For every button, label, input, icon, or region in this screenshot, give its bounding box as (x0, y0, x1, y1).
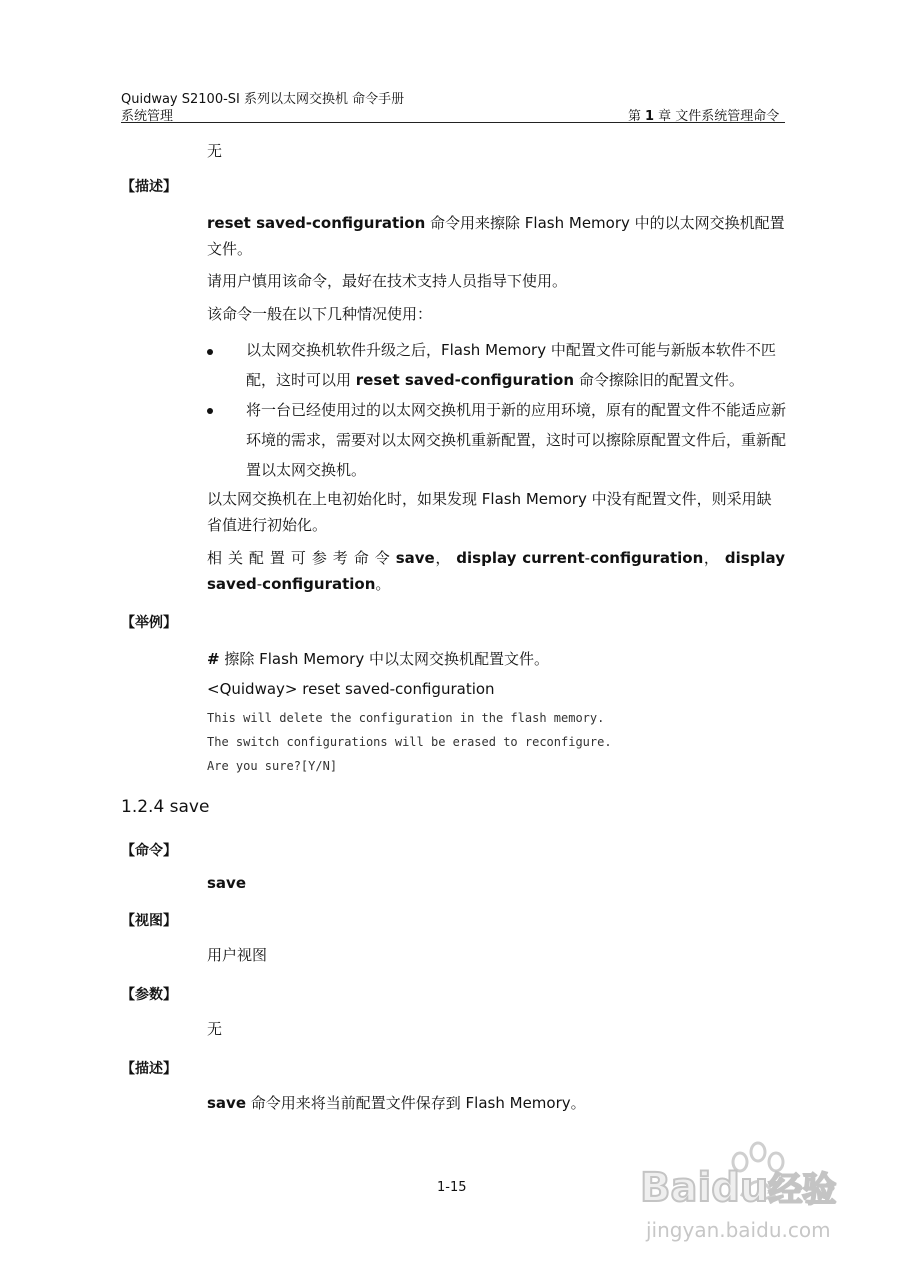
related-command-saved: saved (207, 575, 257, 593)
param-value-none: 无 (207, 142, 223, 160)
related-command-configuration: configuration (590, 549, 704, 567)
header-rule (121, 122, 785, 123)
description-command: save (207, 1094, 247, 1112)
view-heading: 【视图】 (121, 913, 177, 929)
command-value: save (207, 874, 247, 892)
related-end: 。 (375, 575, 391, 593)
description-heading: 【描述】 (121, 1061, 177, 1077)
related-line-1 (207, 545, 785, 571)
related-separator: ， (434, 549, 457, 567)
example-command: <Quidway> reset saved-configuration (207, 680, 495, 698)
example-heading: 【举例】 (121, 615, 177, 631)
bullet-item-1 (246, 335, 786, 395)
description-text (207, 1090, 586, 1116)
related-dash: - (584, 549, 591, 567)
bullet-1-text-end: 命令擦除旧的配置文件。 (574, 371, 744, 389)
desc-command: reset saved-configuration (207, 214, 426, 232)
baidu-watermark (640, 1140, 850, 1250)
related-separator: ， (703, 549, 725, 567)
chapter-title: 章 文件系统管理命令 (658, 109, 780, 124)
page-number: 1-15 (437, 1180, 467, 1195)
example-comment-text: 擦除 Flash Memory 中以太网交换机配置文件。 (219, 650, 549, 668)
command-heading: 【命令】 (121, 843, 177, 859)
bullet-dot-1 (207, 349, 213, 355)
desc-heading: 【描述】 (121, 179, 177, 195)
parameter-heading: 【参数】 (121, 987, 177, 1003)
brand-du: du (711, 1165, 769, 1211)
bullet-1-text: 以太网交换机软件升级之后，Flash Memory 中配置文件可能与新版本软件不匹配，这时可以用 (246, 341, 776, 389)
watermark-brand (640, 1162, 836, 1211)
parameter-value: 无 (207, 1020, 223, 1038)
related-prefix: 相 关 配 置 可 参 考 命 令 (207, 549, 396, 567)
brand-bai: Bai (640, 1165, 712, 1211)
bullet-dot-2 (207, 408, 213, 414)
view-value: 用户视图 (207, 946, 268, 964)
section-title: 1.2.4 save (121, 797, 210, 817)
desc-text: 命令用来擦除 Flash Memory 中的以太网交换机配置文件。 (207, 214, 785, 258)
chapter-prefix: 第 (628, 109, 642, 124)
related-command-display: display (724, 549, 785, 567)
example-output-line: This will delete the configuration in the flash memory. (207, 711, 605, 725)
related-command-save: save (395, 549, 435, 567)
example-output-line: The switch configurations will be erased to reconfigure. (207, 735, 612, 749)
related-line-2 (207, 571, 785, 597)
description-body: 命令用来将当前配置文件保存到 Flash Memory。 (246, 1094, 586, 1112)
bullet-item-2: 将一台已经使用过的以太网交换机用于新的应用环境，原有的配置文件不能适应新环境的需求，需要对以太网交换机重新配置，这时可以擦除原配置文件后，重新配置以太网交换机。 (246, 401, 787, 479)
bullet-1-command: reset saved-configuration (355, 371, 575, 389)
chapter-number: 1 (645, 109, 655, 124)
desc-paragraph-4: 以太网交换机在上电初始化时，如果发现 Flash Memory 中没有配置文件，则采用缺省值进行初始化。 (207, 490, 772, 534)
example-hash: # (207, 650, 220, 668)
header-title: Quidway S2100-SI 系列以太网交换机 命令手册 (121, 92, 405, 107)
related-dash: - (256, 575, 263, 593)
desc-paragraph-3: 该命令一般在以下几种情况使用： (207, 305, 433, 323)
desc-paragraph-1 (207, 210, 785, 262)
related-command-display-current: display current (456, 549, 585, 567)
example-output-line: Are you sure?[Y/N] (207, 759, 338, 773)
desc-paragraph-5 (207, 545, 785, 597)
header-section: 系统管理 (121, 109, 174, 124)
brand-jingyan: 经验 (768, 1170, 837, 1210)
watermark-url: jingyan.baidu.com (646, 1218, 831, 1242)
desc-paragraph-2: 请用户慎用该命令，最好在技术支持人员指导下使用。 (207, 272, 568, 290)
example-comment (207, 646, 549, 672)
related-command-configuration: configuration (262, 575, 376, 593)
